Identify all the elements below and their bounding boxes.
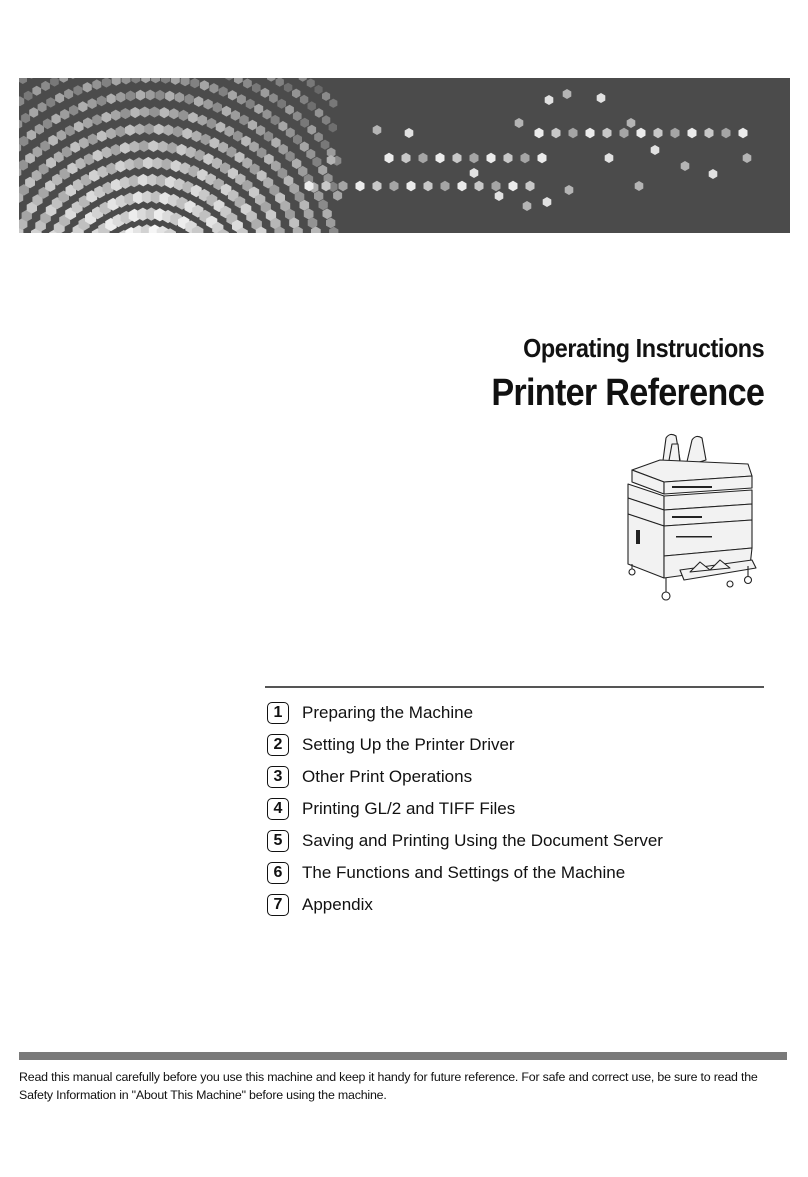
chapter-item [267,761,663,793]
chapter-number-box: 2 [267,734,289,756]
chapter-number-box: 5 [267,830,289,852]
chapter-item [267,889,663,921]
chapter-item [267,729,663,761]
toc-divider [265,686,764,688]
chapter-label: Other Print Operations [302,767,473,786]
safety-notice: Read this manual carefully before you use this machine and keep it handy for future reference. For safe and correct use, be sure to read the Safety Information in "About This Machine" before using the machine. [19,1070,758,1102]
wide-format-printer-icon [620,430,765,605]
document-title: Printer Reference [491,372,764,414]
chapter-list [267,697,663,921]
chapter-number-box: 1 [267,702,289,724]
chapter-label: Appendix [302,895,373,914]
chapter-number-box: 7 [267,894,289,916]
chapter-label: Preparing the Machine [302,703,474,722]
chapter-item [267,825,663,857]
chapter-label: Printing GL/2 and TIFF Files [302,799,516,818]
chapter-item [267,697,663,729]
chapter-label: Saving and Printing Using the Document Server [302,831,663,850]
chapter-item [267,857,663,889]
chapter-number-box: 6 [267,862,289,884]
chapter-number-box: 3 [267,766,289,788]
document-subtitle: Operating Instructions [522,333,764,363]
title-block [461,330,764,416]
chapter-item [267,793,663,825]
chapter-label: The Functions and Settings of the Machine [302,863,626,882]
footer-divider [19,1052,787,1060]
cover-banner [19,78,790,233]
chapter-label: Setting Up the Printer Driver [302,735,515,754]
dot-pattern [19,78,790,233]
chapter-number-box: 4 [267,798,289,820]
